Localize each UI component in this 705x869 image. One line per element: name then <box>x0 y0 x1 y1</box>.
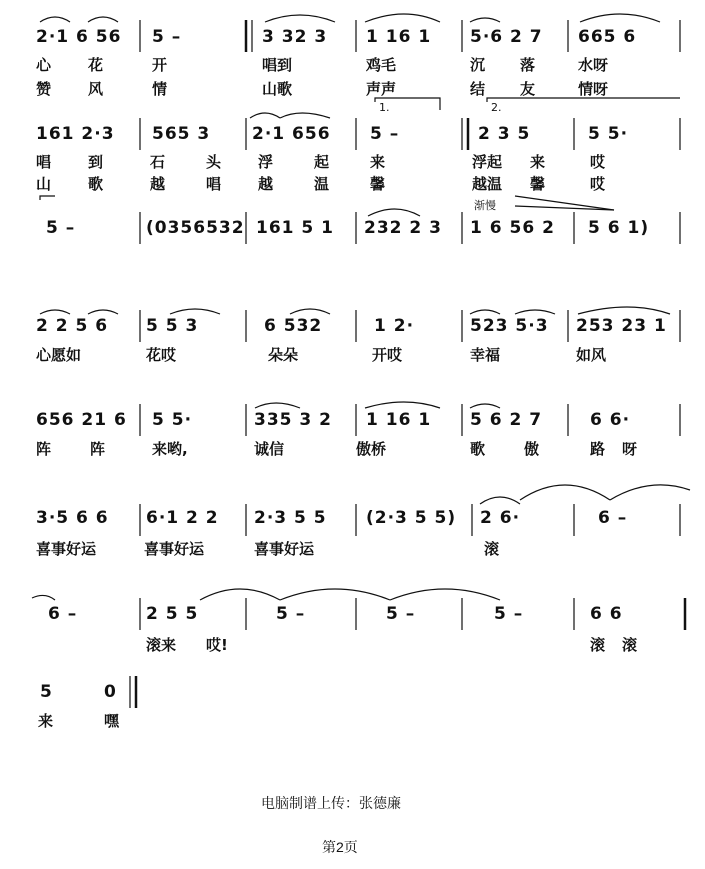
tempo-mark: 渐慢 <box>474 199 496 212</box>
lyric: 唱 <box>36 153 52 171</box>
lyric: 水呀 <box>578 56 609 74</box>
lyric: 山歌 <box>262 80 293 98</box>
lyric: 石 <box>150 153 166 171</box>
measure-notes: 5 – <box>276 604 306 624</box>
lyric: 来 <box>38 712 54 730</box>
measure-notes: 5 <box>40 682 53 702</box>
measure-notes: 5 5· <box>152 410 193 430</box>
measure-notes: 656 21 6 <box>36 410 127 430</box>
lyric: 哎 <box>590 153 606 171</box>
lyric: 歌 <box>88 175 104 193</box>
lyric: 落 <box>520 56 536 74</box>
lyric: 风 <box>88 80 104 98</box>
lyric: 山 <box>36 175 52 193</box>
lyric: 鸡毛 <box>366 56 397 74</box>
lyric: 来 <box>530 153 546 171</box>
measure-notes: 6 6 <box>590 604 623 624</box>
measure-notes: 2·3 5 5 <box>254 508 327 528</box>
lyric: 滚 <box>484 540 500 558</box>
lyric: 友 <box>520 80 536 98</box>
lyric: 到 <box>88 153 104 171</box>
measure-notes: 6 6· <box>590 410 631 430</box>
measure-notes: 5·6 2 7 <box>470 27 543 47</box>
lyric: 如风 <box>576 346 607 364</box>
lyric: 滚来 <box>146 636 177 654</box>
measure-notes: 1 16 1 <box>366 410 432 430</box>
measure-notes: 5 – <box>152 27 182 47</box>
lyric: 唱到 <box>262 56 293 74</box>
lyric: 路 <box>590 440 606 458</box>
measure-notes: 5 – <box>370 124 400 144</box>
volta-label: 1. <box>379 101 390 114</box>
lyric: 哎! <box>206 636 228 654</box>
measure-notes: 335 3 2 <box>254 410 332 430</box>
lyric: 浮起 <box>472 153 503 171</box>
measure-notes: 2 3 5 <box>478 124 531 144</box>
lyric: 来哟, <box>152 440 188 458</box>
lyric: 情呀 <box>578 80 609 98</box>
measure-notes: 5 – <box>46 218 76 238</box>
measure-notes: 5 6 1) <box>588 218 650 238</box>
page-number: 第2页 <box>322 839 358 855</box>
lyric: 开哎 <box>372 346 403 364</box>
lyric: 滚 <box>590 636 606 654</box>
lyric: 歌 <box>470 440 486 458</box>
measure-notes: 6 532 <box>264 316 323 336</box>
lyric: 诚信 <box>254 440 285 458</box>
lyric: 来 <box>370 153 386 171</box>
lyric: 赞 <box>36 80 52 98</box>
lyric: 阵 <box>36 440 52 458</box>
lyric: 头 <box>206 153 222 171</box>
measure-notes: 1 2· <box>374 316 415 336</box>
measure-notes: 6 – <box>48 604 78 624</box>
measure-notes: 6·1 2 2 <box>146 508 219 528</box>
lyric: 嘿 <box>104 712 120 730</box>
lyric: 花哎 <box>146 346 177 364</box>
lyric: 喜事好运 <box>144 540 205 558</box>
measure-notes: 1 16 1 <box>366 27 432 47</box>
lyric: 开 <box>152 56 168 74</box>
lyric: 越温 <box>472 175 503 193</box>
measure-notes: 5 5 3 <box>146 316 199 336</box>
measure-notes: 665 6 <box>578 27 637 47</box>
measure-notes: 5 5· <box>588 124 629 144</box>
lyric: 傲 <box>524 440 540 458</box>
measure-notes: 253 23 1 <box>576 316 667 336</box>
measure-notes: (0356532 <box>146 218 245 238</box>
lyric: 花 <box>88 56 104 74</box>
lyric: 傲桥 <box>356 440 387 458</box>
measure-notes: 0 <box>104 682 117 702</box>
lyric: 唱 <box>206 175 222 193</box>
lyric: 滚 <box>622 636 638 654</box>
measure-notes: 2 2 5 6 <box>36 316 109 336</box>
measure-notes: 2 6· <box>480 508 521 528</box>
measure-notes: 5 – <box>386 604 416 624</box>
lyric: 幸福 <box>470 346 501 364</box>
credit-text: 电脑制谱上传：张德廉 <box>261 795 401 811</box>
measure-notes: 2·1 656 <box>252 124 331 144</box>
lyric: 越 <box>150 175 166 193</box>
lyric: 浮 <box>258 153 274 171</box>
lyric: 阵 <box>90 440 106 458</box>
lyric: 喜事好运 <box>36 540 97 558</box>
measure-notes: 6 – <box>598 508 628 528</box>
lyric: 朵朵 <box>268 346 299 364</box>
measure-notes: 1 6 56 2 <box>470 218 555 238</box>
lyric: 起 <box>314 153 330 171</box>
measure-notes: 161 5 1 <box>256 218 334 238</box>
measure-notes: 565 3 <box>152 124 211 144</box>
measure-notes: 2 5 5 <box>146 604 199 624</box>
lyric: 喜事好运 <box>254 540 315 558</box>
measure-notes: 3·5 6 6 <box>36 508 109 528</box>
lyric: 哎 <box>590 175 606 193</box>
lyric: 沉 <box>470 56 486 74</box>
measure-notes: 2·1 6 56 <box>36 27 122 47</box>
lyric: 心愿如 <box>36 346 82 364</box>
lyric: 温 <box>314 175 330 193</box>
lyric: 情 <box>152 80 168 98</box>
lyric: 结 <box>470 80 486 98</box>
lyric: 声声 <box>366 80 397 98</box>
volta-label: 2. <box>491 101 502 114</box>
lyric: 馨 <box>530 175 546 193</box>
measure-notes: 5 – <box>494 604 524 624</box>
lyric: 心 <box>36 56 52 74</box>
measure-notes: 3 32 3 <box>262 27 328 47</box>
lyric: 越 <box>258 175 274 193</box>
measure-notes: (2·3 5 5) <box>366 508 457 528</box>
measure-notes: 5 6 2 7 <box>470 410 543 430</box>
measure-notes: 161 2·3 <box>36 124 115 144</box>
lyric: 呀 <box>622 440 638 458</box>
measure-notes: 232 2 3 <box>364 218 442 238</box>
measure-notes: 523 5·3 <box>470 316 549 336</box>
lyric: 馨 <box>370 175 386 193</box>
